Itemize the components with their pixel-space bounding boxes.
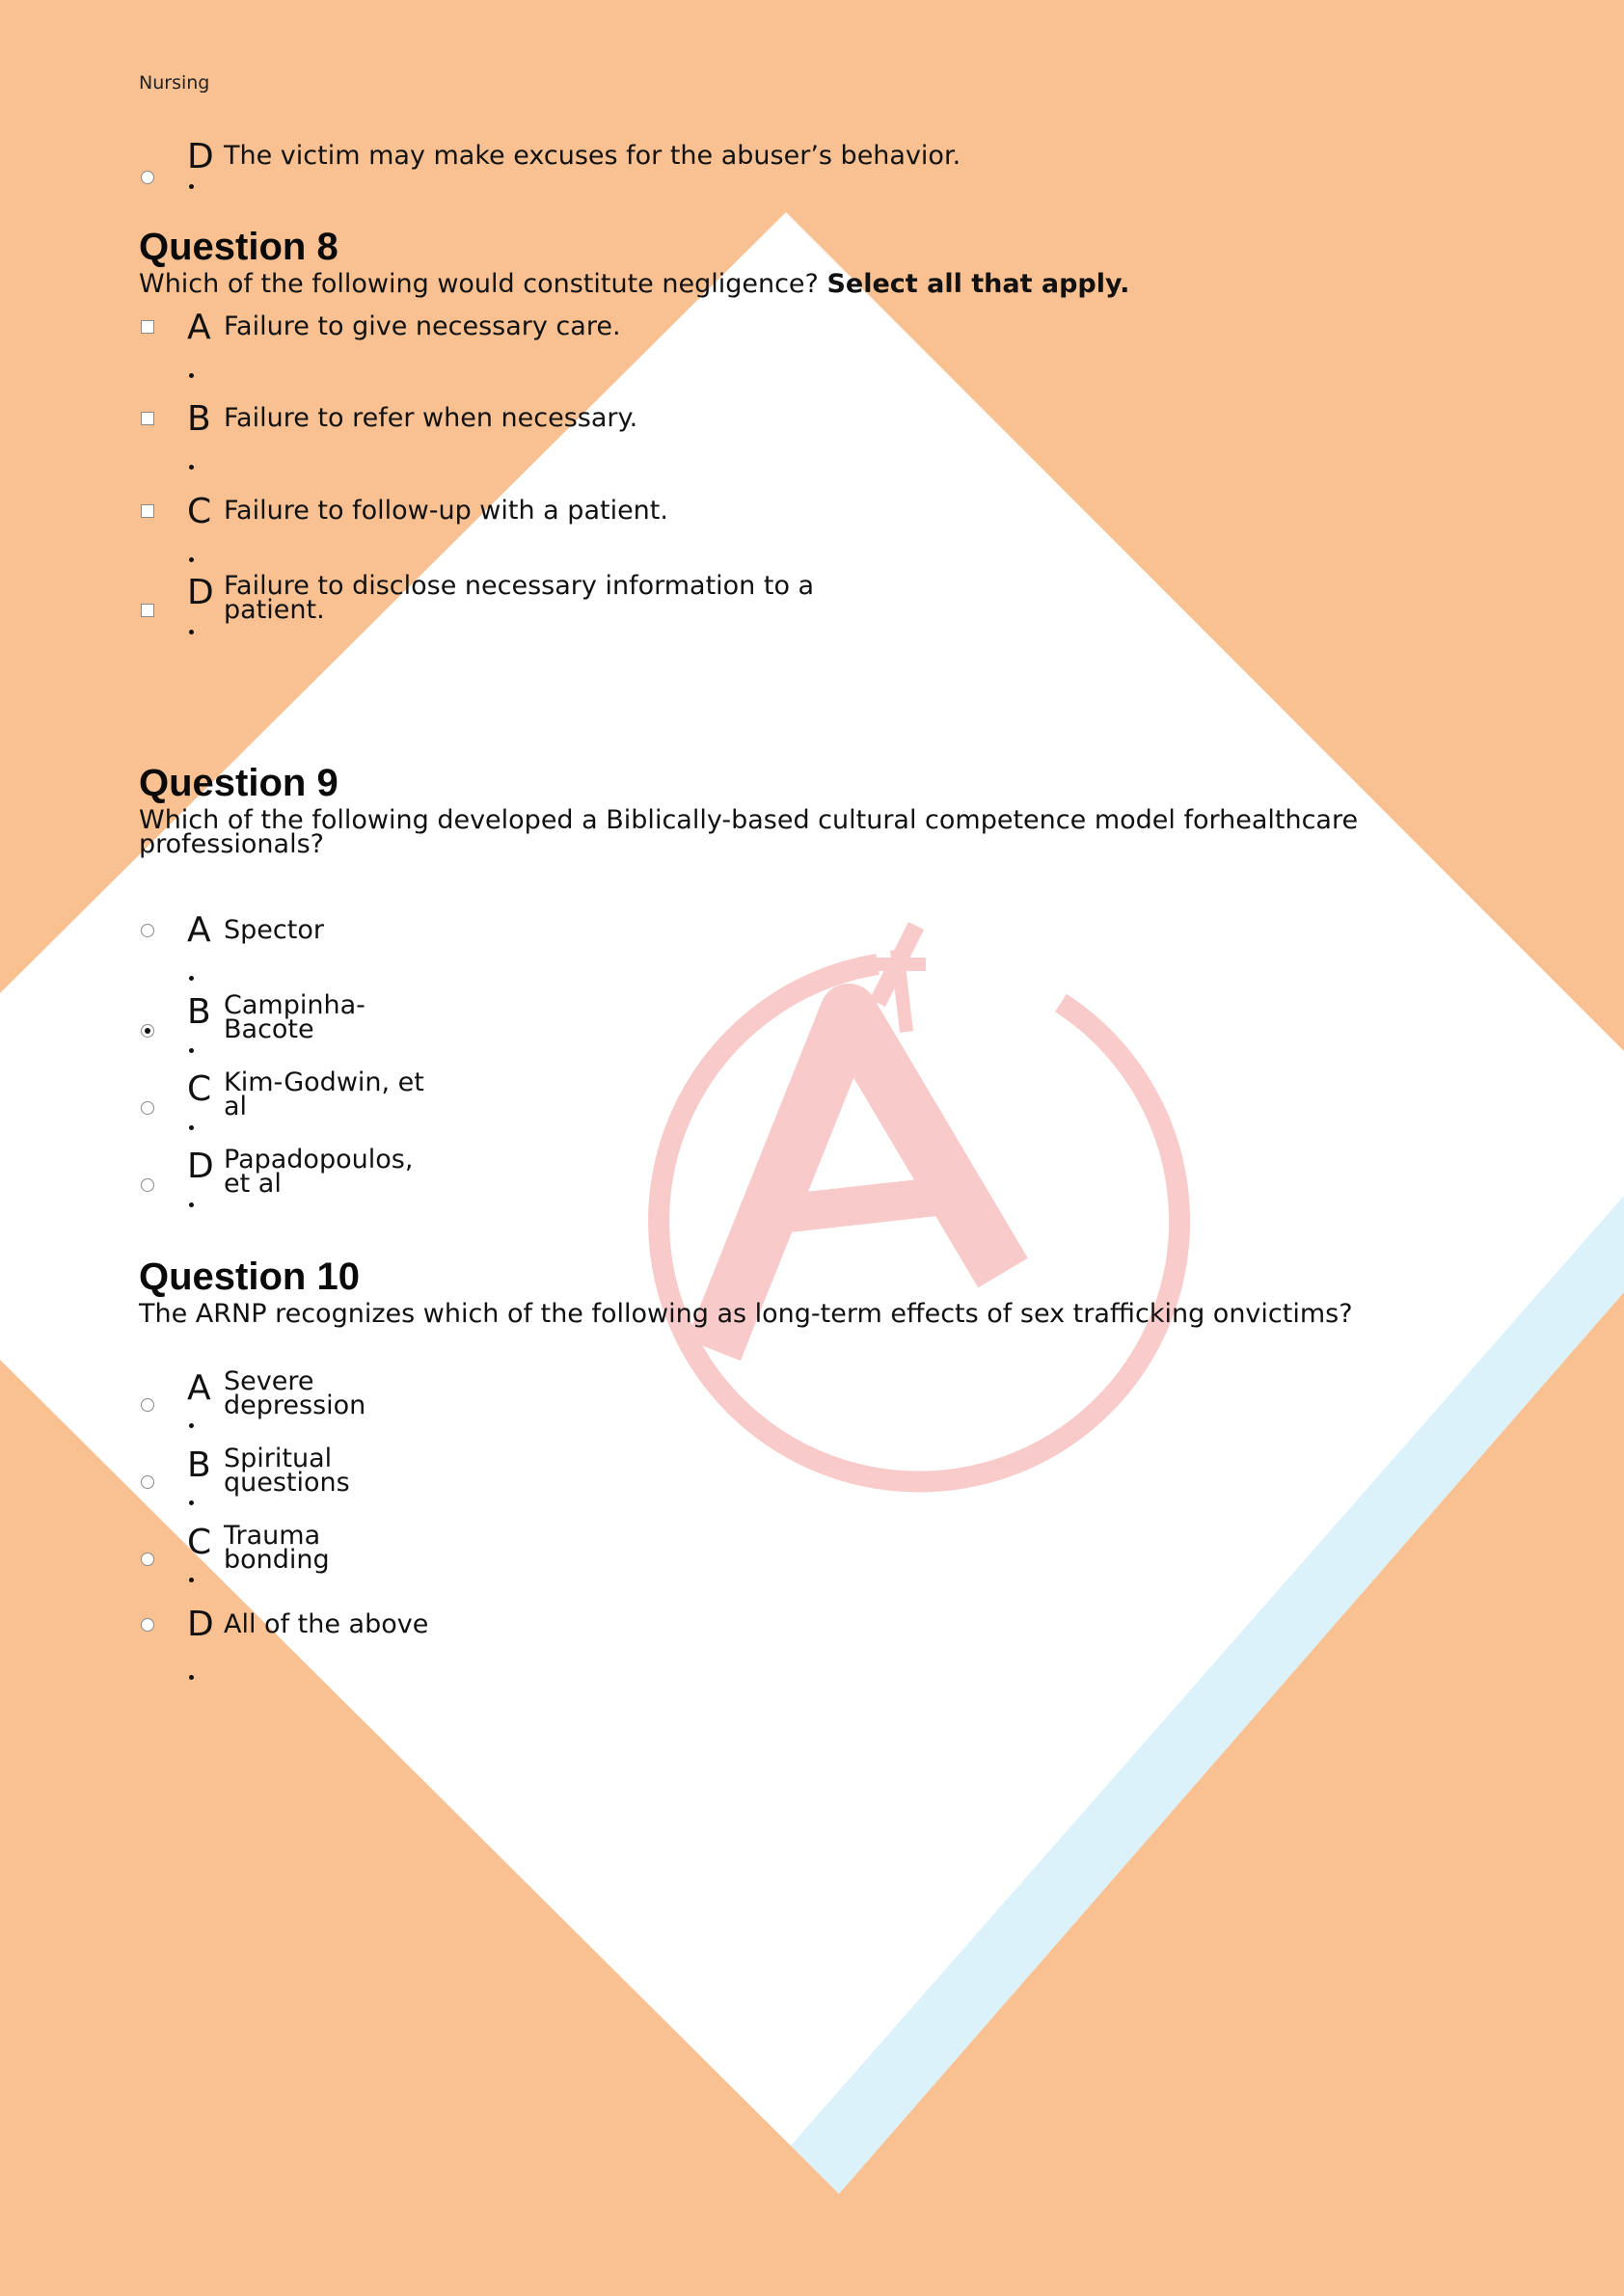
q10-option-a[interactable]: [0, 1366, 964, 1456]
q10-option-a-text: Severe depression: [224, 1366, 366, 1420]
q10-option-b-text: Spiritual questions: [224, 1444, 350, 1498]
q7-option-d-text: The victim may make excuses for the abuser’s behavior.: [224, 141, 961, 171]
q10-option-d-radio[interactable]: [141, 1618, 154, 1632]
question-9-prompt: Which of the following developed a Biblically-based cultural competence model forhealthcare professionals?: [139, 805, 1359, 859]
q10-option-d-text: All of the above: [224, 1609, 429, 1639]
q9-option-c-letter: C: [187, 1069, 212, 1109]
option-dot: [189, 1423, 194, 1428]
question-8-prompt-emphasis: Select all that apply.: [826, 269, 1130, 299]
q9-option-d-radio[interactable]: [141, 1178, 154, 1192]
q9-option-b[interactable]: [0, 990, 964, 1080]
q8-option-d[interactable]: [0, 571, 964, 661]
q9-option-a-text: Spector: [224, 915, 324, 945]
option-dot: [189, 1500, 194, 1505]
q10-option-d-letter: D: [187, 1605, 214, 1644]
q8-option-b[interactable]: [0, 400, 964, 487]
q9-option-b-text: Campinha- Bacote: [224, 990, 365, 1044]
q10-option-c-text: Trauma bonding: [224, 1521, 330, 1575]
option-dot: [189, 976, 194, 981]
q8-option-a-letter: A: [187, 308, 211, 347]
q9-option-b-letter: B: [187, 992, 211, 1032]
q9-option-a-letter: A: [187, 910, 211, 950]
q8-option-b-text: Failure to refer when necessary.: [224, 403, 638, 433]
option-dot: [189, 630, 194, 635]
q9-option-d-letter: D: [187, 1147, 214, 1186]
q10-option-d[interactable]: [0, 1606, 964, 1692]
q9-option-d-text: Papadopoulos, et al: [224, 1145, 414, 1199]
question-10-prompt: The ARNP recognizes which of the following as long-term effects of sex trafficking onvictims?: [139, 1299, 1353, 1329]
question-8-prompt-text: Which of the following would constitute negligence?: [139, 269, 827, 299]
q10-option-c[interactable]: [0, 1521, 964, 1610]
q8-option-d-text: Failure to disclose necessary information to a patient.: [224, 571, 815, 625]
option-dot: [189, 373, 194, 378]
header-label: Nursing: [139, 72, 210, 94]
q9-option-a[interactable]: [0, 911, 964, 998]
q8-option-c-letter: C: [187, 492, 212, 531]
q9-option-c[interactable]: [0, 1067, 964, 1157]
q7-option-d-letter: D: [187, 137, 214, 176]
question-8-prompt: [139, 269, 1460, 299]
q10-option-b-letter: B: [187, 1445, 211, 1485]
q9-option-c-radio[interactable]: [141, 1101, 154, 1115]
option-dot: [189, 465, 194, 470]
option-dot: [189, 1048, 194, 1053]
q10-option-c-letter: C: [187, 1523, 212, 1562]
q10-option-b[interactable]: [0, 1446, 964, 1533]
question-8-title: Question 8: [139, 226, 338, 268]
q8-option-c-text: Failure to follow-up with a patient.: [224, 496, 668, 526]
q9-option-a-radio[interactable]: [141, 924, 154, 937]
q9-option-c-text: Kim-Godwin, et al: [224, 1067, 424, 1121]
q9-option-b-radio[interactable]: [141, 1024, 154, 1038]
q8-option-b-letter: B: [187, 399, 211, 439]
option-dot: [189, 1125, 194, 1130]
q8-option-a-text: Failure to give necessary care.: [224, 311, 621, 341]
option-dot: [189, 1675, 194, 1680]
q7-option-d[interactable]: [0, 138, 964, 225]
q10-option-a-radio[interactable]: [141, 1398, 154, 1412]
q8-option-b-checkbox[interactable]: [141, 412, 154, 425]
q8-option-d-checkbox[interactable]: [141, 604, 154, 617]
q9-option-d[interactable]: [0, 1145, 964, 1234]
q8-option-c-checkbox[interactable]: [141, 504, 154, 518]
option-dot: [189, 1578, 194, 1582]
option-dot: [189, 557, 194, 562]
q8-option-d-letter: D: [187, 573, 214, 612]
q10-option-a-letter: A: [187, 1368, 211, 1408]
question-9-title: Question 9: [139, 762, 338, 804]
q8-option-c[interactable]: [0, 493, 964, 580]
question-10-title: Question 10: [139, 1256, 360, 1298]
q10-option-b-radio[interactable]: [141, 1475, 154, 1489]
q8-option-a-checkbox[interactable]: [141, 320, 154, 334]
option-dot: [189, 184, 194, 189]
q10-option-c-radio[interactable]: [141, 1553, 154, 1566]
q7-option-d-radio[interactable]: [141, 171, 154, 184]
q8-option-a[interactable]: [0, 309, 964, 395]
option-dot: [189, 1202, 194, 1207]
